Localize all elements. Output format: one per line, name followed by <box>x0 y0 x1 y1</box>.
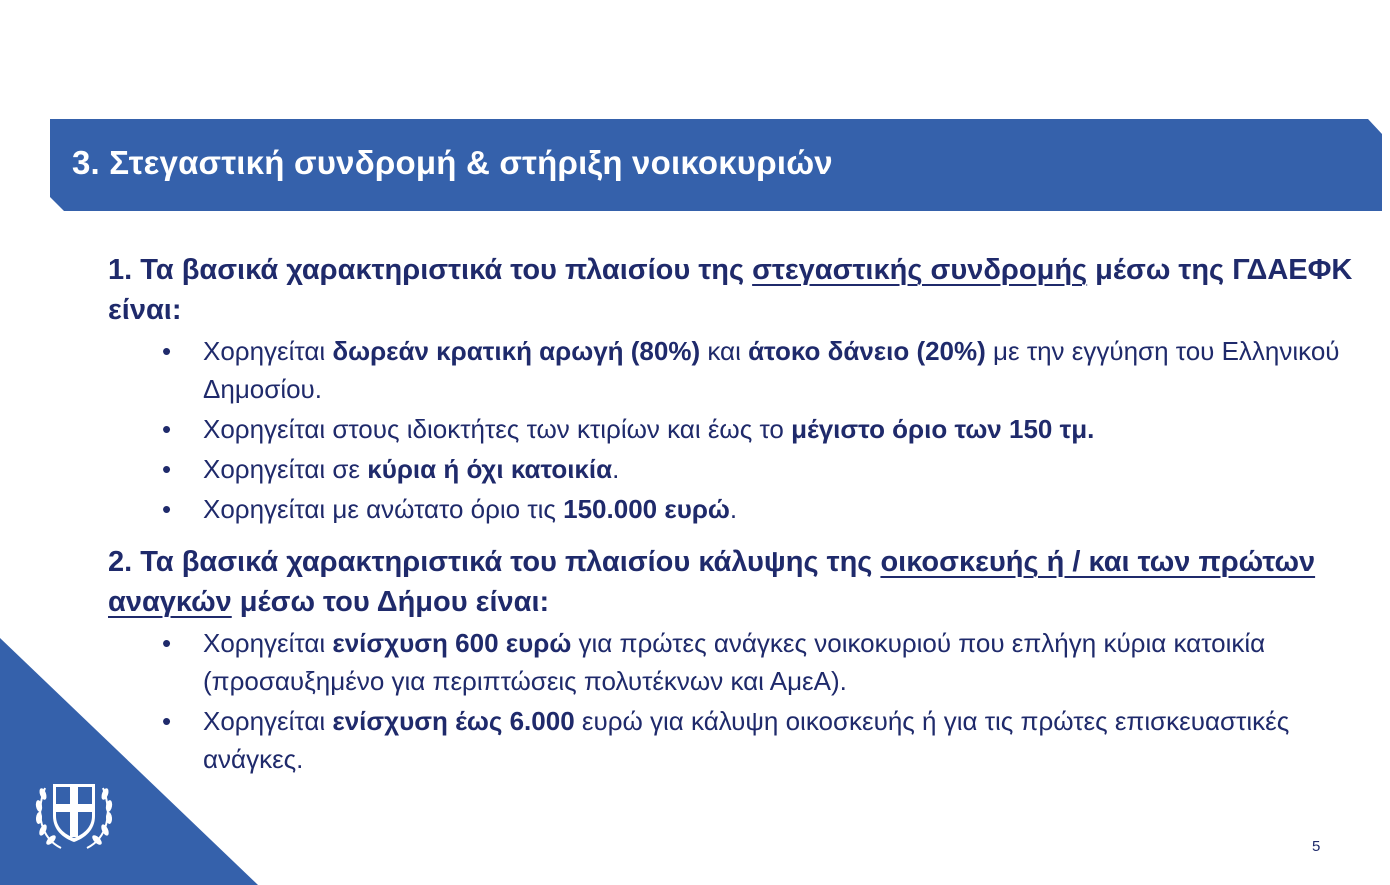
list-item: • Χορηγείται σε κύρια ή όχι κατοικία. <box>108 450 1378 488</box>
section1-bullet-list <box>108 332 1378 528</box>
list-item: • Χορηγείται με ανώτατο όριο τις 150.000 ευρώ. <box>108 490 1378 528</box>
list-item: • Χορηγείται δωρεάν κρατική αρωγή (80%) και άτοκο δάνειο (20%) με την εγγύηση του Ελληνικού Δημοσίου. <box>108 332 1378 408</box>
page-number: 5 <box>1312 838 1321 855</box>
section1-heading: 1. Τα βασικά χαρακτηριστικά του πλαισίου της στεγαστικής συνδρομής μέσω της ΓΔΑΕΦΚ είναι: <box>108 254 1353 326</box>
section1-heading-underlined: στεγαστικής συνδρομής <box>752 254 1088 286</box>
slide-title: 3. Στεγαστική συνδρομή & στήριξη νοικοκυριών <box>72 144 833 181</box>
section2-bullet-list <box>108 624 1378 778</box>
section2-heading: 2. Τα βασικά χαρακτηριστικά του πλαισίου κάλυψης της οικοσκευής ή / και των πρώτων αναγκών μέσω του Δήμου είναι: <box>108 546 1316 618</box>
section2-heading-underlined: οικοσκευής ή / και των πρώτων αναγκών <box>108 546 1316 618</box>
slide-body <box>108 250 1378 778</box>
list-item: • Χορηγείται ενίσχυση έως 6.000 ευρώ για κάλυψη οικοσκευής ή για τις πρώτες επισκευαστικές ανάγκες. <box>108 702 1378 778</box>
list-item: • Χορηγείται ενίσχυση 600 ευρώ για πρώτες ανάγκες νοικοκυριού που επλήγη κύρια κατοικία (προσαυξημένο για περιπτώσεις πολυτέκνων και ΑμεΑ). <box>108 624 1378 700</box>
coat-of-arms-icon <box>31 764 117 856</box>
list-item: • Χορηγείται στους ιδιοκτήτες των κτιρίων και έως το μέγιστο όριο των 150 τμ. <box>108 410 1378 448</box>
